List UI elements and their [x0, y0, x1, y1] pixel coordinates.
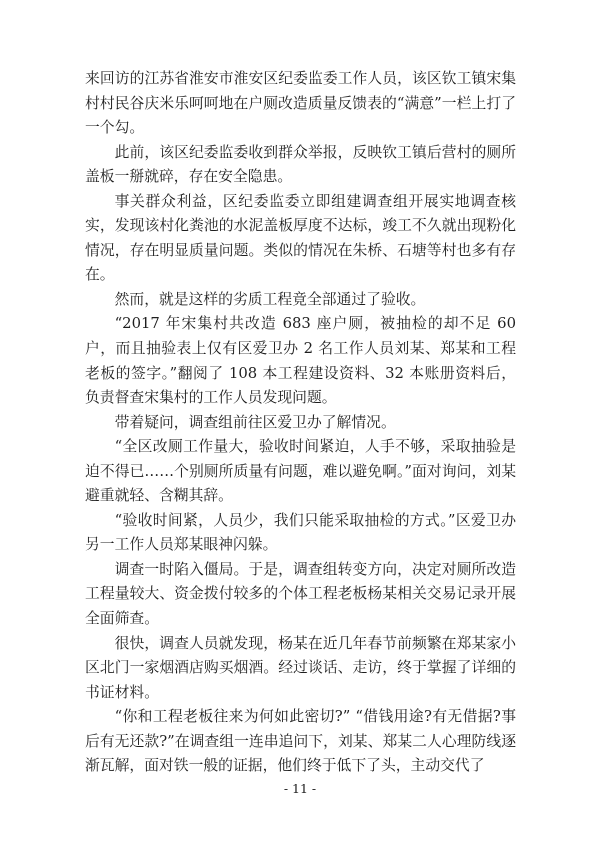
paragraph: 很快，调查人员就发现，杨某在近几年春节前频繁在郑某家小区北门一家烟酒店购买烟酒。经过谈话、走访，终于掌握了详细的书证材料。	[85, 634, 516, 701]
paragraph: “2017 年宋集村共改造 683 座户厕，被抽检的却不足 60 户，而且抽验表上仅有区爱卫办 2 名工作人员刘某、郑某和工程老板的签字。”翻阅了 108 本工程建设资料、32 本账册资料后，负责督查宋集村的工作人员发现问题。	[85, 315, 516, 407]
paragraph: 调查一时陷入僵局。于是，调查组转变方向，决定对厕所改造工程量较大、资金拨付较多的个体工程老板杨某相关交易记录开展全面筛查。	[85, 560, 516, 628]
paragraph: 来回访的江苏省淮安市淮安区纪委监委工作人员，该区钦工镇宋集村村民谷庆米乐呵呵地在户厕改造质量反馈表的“满意”一栏上打了一个勾。	[85, 70, 516, 137]
paragraph: 此前，该区纪委监委收到群众举报，反映钦工镇后营村的厕所盖板一掰就碎，存在安全隐患。	[85, 143, 516, 186]
paragraph: 带着疑问，调查组前往区爱卫办了解情况。	[114, 413, 396, 431]
paragraph: “你和工程老板往来为何如此密切?” “借钱用途?有无借据?事后有无还款?”在调查组一连串追问下，刘某、郑某二人心理防线逐渐瓦解，面对铁一般的证据，他们终于低下了头，主动交代了	[85, 708, 516, 775]
paragraph: “验收时间紧，人员少，我们只能采取抽检的方式。”区爱卫办另一工作人员郑某眼神闪躲。	[85, 511, 516, 554]
paragraph: 然而，就是这样的劣质工程竟全部通过了验收。	[114, 290, 426, 308]
paragraph: “全区改厕工作量大，验收时间紧迫，人手不够，采取抽验是迫不得已……个别厕所质量有问题，难以避免啊。”面对询问，刘某避重就轻、含糊其辞。	[85, 438, 516, 505]
page-number: - 11 -	[283, 781, 317, 796]
paragraph: 事关群众利益，区纪委监委立即组建调查组开展实地调查核实，发现该村化粪池的水泥盖板厚度不达标，竣工不久就出现粉化情况，存在明显质量问题。类似的情况在朱桥、石塘等村也多有存在。	[85, 192, 516, 284]
document-body	[85, 67, 516, 779]
